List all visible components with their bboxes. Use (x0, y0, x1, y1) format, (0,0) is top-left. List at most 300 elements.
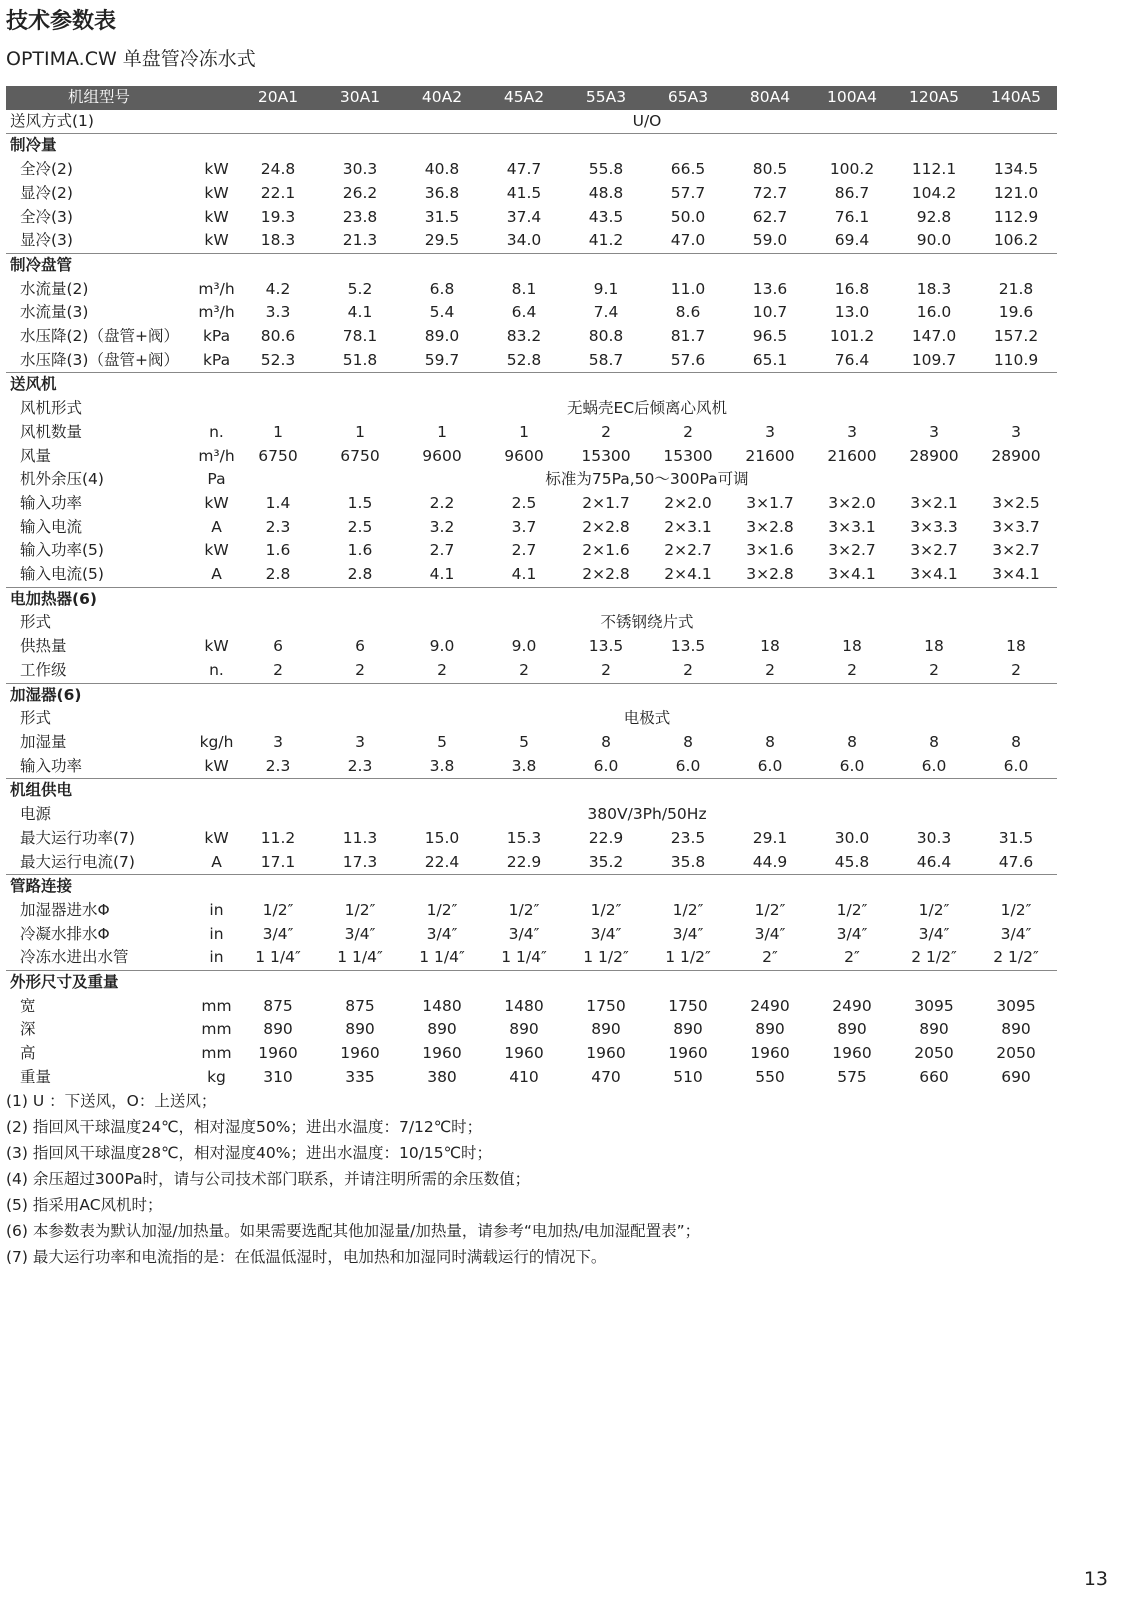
table-cell: 2×1.6 (582, 541, 630, 560)
table-cell: 890 (591, 1020, 621, 1039)
table-cell: 1960 (422, 1044, 462, 1063)
table-cell: 58.7 (588, 350, 624, 369)
table-cell: 2×3.1 (664, 517, 712, 536)
table-cell: 30.3 (916, 828, 952, 847)
row-unit: kPa (202, 327, 231, 346)
supply-mode-unit (196, 110, 237, 134)
table-cell: 3/4″ (918, 924, 950, 943)
table-cell: 112.9 (993, 207, 1039, 226)
table-cell: 6.0 (1003, 756, 1029, 775)
table-cell: 43.5 (588, 207, 624, 226)
table-cell: 3×2.5 (992, 493, 1040, 512)
table-cell: 80.8 (588, 327, 624, 346)
section-title: 制冷量 (6, 134, 1057, 158)
table-cell: 550 (755, 1067, 785, 1086)
table-cell: 875 (263, 996, 293, 1015)
table-cell: 9600 (422, 446, 462, 465)
table-cell: 6750 (258, 446, 298, 465)
table-cell: 104.2 (911, 183, 957, 202)
row-label: 宽 (20, 996, 36, 1015)
table-row (6, 301, 1057, 325)
table-cell: 890 (1001, 1020, 1031, 1039)
table-cell: 2×2.7 (664, 541, 712, 560)
table-cell: 9.0 (511, 637, 537, 656)
table-cell: 147.0 (911, 327, 957, 346)
table-cell: 1960 (750, 1044, 790, 1063)
table-cell: 121.0 (993, 183, 1039, 202)
table-cell: 31.5 (998, 828, 1034, 847)
table-cell: 3 (1011, 422, 1021, 441)
table-cell: 4.2 (265, 279, 291, 298)
section-header-row (6, 587, 1057, 611)
table-cell: 8 (683, 732, 693, 751)
table-cell: 10.7 (752, 303, 788, 322)
supply-mode-label: 送风方式(1) (10, 111, 94, 130)
table-cell: 51.8 (342, 350, 378, 369)
unit-header (196, 86, 237, 110)
row-label: 风机形式 (20, 399, 83, 418)
table-cell: 9.0 (429, 637, 455, 656)
row-unit: n. (209, 660, 224, 679)
table-cell: 7.4 (593, 303, 619, 322)
table-cell: 29.5 (424, 231, 460, 250)
row-label: 重量 (20, 1067, 52, 1086)
table-cell: 1480 (504, 996, 544, 1015)
row-label: 供热量 (20, 637, 67, 656)
table-cell: 3/4″ (754, 924, 786, 943)
table-cell: 78.1 (342, 327, 378, 346)
table-cell: 8 (601, 732, 611, 751)
table-cell: 48.8 (588, 183, 624, 202)
table-cell: 100.2 (829, 160, 875, 179)
section-title: 电加热器(6) (6, 587, 1057, 611)
section-title: 送风机 (6, 373, 1057, 397)
table-cell: 18 (842, 637, 862, 656)
row-label: 最大运行电流(7) (20, 852, 135, 871)
table-cell: 40.8 (424, 160, 460, 179)
row-label: 风量 (20, 446, 52, 465)
table-cell: 3×3.3 (910, 517, 958, 536)
section-header-row (6, 683, 1057, 707)
table-cell: 1960 (504, 1044, 544, 1063)
model-header-label: 机组型号 (6, 86, 196, 110)
table-cell: 2.5 (511, 493, 537, 512)
row-span-value: 无蜗壳EC后倾离心风机 (566, 399, 728, 418)
table-cell: 5.2 (347, 279, 373, 298)
row-label: 风机数量 (20, 422, 83, 441)
table-cell: 2 1/2″ (911, 948, 957, 967)
table-cell: 3.2 (429, 517, 455, 536)
table-cell: 5 (519, 732, 529, 751)
row-unit: A (211, 517, 222, 536)
table-cell: 2.2 (429, 493, 455, 512)
table-cell: 57.7 (670, 183, 706, 202)
table-cell: 4.1 (347, 303, 373, 322)
table-cell: 890 (837, 1020, 867, 1039)
table-cell: 2.3 (347, 756, 373, 775)
table-row (6, 539, 1057, 563)
table-cell: 1 (437, 422, 447, 441)
table-row (6, 1066, 1057, 1090)
table-cell: 28900 (909, 446, 959, 465)
table-row (6, 827, 1057, 851)
table-row (6, 278, 1057, 302)
table-cell: 47.7 (506, 160, 542, 179)
table-cell: 3095 (914, 996, 954, 1015)
table-row (6, 1018, 1057, 1042)
table-cell: 575 (837, 1067, 867, 1086)
table-cell: 15.0 (424, 828, 460, 847)
table-cell: 3.3 (265, 303, 291, 322)
row-span-value: 380V/3Ph/50Hz (587, 805, 707, 824)
table-cell: 18 (760, 637, 780, 656)
table-cell: 890 (673, 1020, 703, 1039)
row-label: 输入功率 (20, 756, 83, 775)
model-header-cell: 120A5 (893, 86, 975, 110)
row-label: 冷冻水进出水管 (20, 948, 129, 967)
table-cell: 72.7 (752, 183, 788, 202)
table-cell: 3×2.7 (992, 541, 1040, 560)
table-cell: 22.1 (260, 183, 296, 202)
table-cell: 1 1/4″ (337, 948, 383, 967)
row-unit: kW (204, 828, 229, 847)
table-cell: 21600 (827, 446, 877, 465)
table-cell: 3×1.6 (746, 541, 794, 560)
row-unit: in (209, 924, 224, 943)
table-row (6, 397, 1057, 421)
page-subtitle: OPTIMA.CW 单盘管冷冻水式 (6, 48, 256, 70)
table-cell: 410 (509, 1067, 539, 1086)
section-title: 机组供电 (6, 779, 1057, 803)
row-unit: A (211, 852, 222, 871)
row-unit: in (209, 948, 224, 967)
table-cell: 1 1/4″ (419, 948, 465, 967)
table-cell: 6.4 (511, 303, 537, 322)
table-cell: 11.3 (342, 828, 378, 847)
row-unit: mm (201, 1044, 232, 1063)
table-cell: 3×2.7 (828, 541, 876, 560)
table-cell: 2″ (844, 948, 860, 967)
table-cell: 30.0 (834, 828, 870, 847)
table-row (6, 325, 1057, 349)
table-cell: 6.0 (675, 756, 701, 775)
table-cell: 106.2 (993, 231, 1039, 250)
table-cell: 13.5 (670, 637, 706, 656)
section-title: 外形尺寸及重量 (6, 971, 1057, 995)
table-cell: 21600 (745, 446, 795, 465)
row-unit: mm (201, 996, 232, 1015)
row-unit: kW (204, 541, 229, 560)
table-cell: 1.4 (265, 493, 291, 512)
row-label: 高 (20, 1044, 36, 1063)
table-cell: 13.5 (588, 637, 624, 656)
model-header-cell: 30A1 (319, 86, 401, 110)
row-label: 冷凝水排水Φ (20, 924, 110, 943)
table-cell: 3×2.7 (910, 541, 958, 560)
table-cell: 22.4 (424, 852, 460, 871)
table-cell: 8 (847, 732, 857, 751)
table-cell: 86.7 (834, 183, 870, 202)
row-label: 电源 (20, 805, 52, 824)
model-header-cell: 55A3 (565, 86, 647, 110)
model-header-cell: 40A2 (401, 86, 483, 110)
table-cell: 2.7 (429, 541, 455, 560)
table-cell: 18 (1006, 637, 1026, 656)
table-cell: 1.6 (347, 541, 373, 560)
table-cell: 35.8 (670, 852, 706, 871)
row-label: 机外余压(4) (20, 470, 104, 489)
table-cell: 510 (673, 1067, 703, 1086)
table-cell: 1480 (422, 996, 462, 1015)
table-cell: 8 (1011, 732, 1021, 751)
table-cell: 11.0 (670, 279, 706, 298)
table-row (6, 182, 1057, 206)
row-unit: kg (207, 1067, 226, 1086)
supply-mode-value: U/O (632, 111, 662, 130)
table-cell: 3/4″ (590, 924, 622, 943)
table-cell: 1750 (586, 996, 626, 1015)
table-cell: 15300 (663, 446, 713, 465)
table-cell: 101.2 (829, 327, 875, 346)
footnote: (1) U ：下送风，O：上送风； (6, 1092, 217, 1110)
table-cell: 1/2″ (344, 900, 376, 919)
table-row (6, 1042, 1057, 1066)
table-row (6, 445, 1057, 469)
table-cell: 3 (847, 422, 857, 441)
table-cell: 1 1/2″ (665, 948, 711, 967)
table-cell: 6.8 (429, 279, 455, 298)
table-cell: 3 (355, 732, 365, 751)
row-span-value: 标准为75Pa,50～300Pa可调 (545, 470, 749, 489)
table-cell: 41.5 (506, 183, 542, 202)
table-cell: 3×2.0 (828, 493, 876, 512)
table-row (6, 731, 1057, 755)
row-unit (196, 611, 237, 635)
table-cell: 157.2 (993, 327, 1039, 346)
table-cell: 18.3 (260, 231, 296, 250)
table-cell: 35.2 (588, 852, 624, 871)
table-cell: 1960 (832, 1044, 872, 1063)
table-cell: 2 (601, 660, 611, 679)
table-cell: 44.9 (752, 852, 788, 871)
table-cell: 660 (919, 1067, 949, 1086)
table-cell: 690 (1001, 1067, 1031, 1086)
row-unit (196, 707, 237, 731)
table-row (6, 563, 1057, 587)
table-cell: 2 (765, 660, 775, 679)
table-row (6, 803, 1057, 827)
table-cell: 8 (929, 732, 939, 751)
table-cell: 2490 (750, 996, 790, 1015)
table-cell: 3.8 (429, 756, 455, 775)
table-cell: 2×2.0 (664, 493, 712, 512)
row-label: 显冷(3) (20, 231, 73, 250)
table-cell: 29.1 (752, 828, 788, 847)
table-cell: 2.7 (511, 541, 537, 560)
row-unit: kPa (202, 350, 231, 369)
section-title: 管路连接 (6, 875, 1057, 899)
table-cell: 470 (591, 1067, 621, 1086)
table-cell: 23.5 (670, 828, 706, 847)
row-label: 全冷(2) (20, 160, 73, 179)
table-cell: 1/2″ (426, 900, 458, 919)
table-cell: 890 (509, 1020, 539, 1039)
table-cell: 335 (345, 1067, 375, 1086)
spec-table (6, 86, 1057, 1090)
table-cell: 3×4.1 (910, 565, 958, 584)
row-unit: mm (201, 1020, 232, 1039)
footnote: (3) 指回风干球温度28℃，相对湿度40%；进出水温度：10/15℃时； (6, 1144, 493, 1162)
table-row (6, 206, 1057, 230)
table-row (6, 755, 1057, 779)
row-label: 输入电流 (20, 517, 83, 536)
row-span-value: 电极式 (623, 709, 671, 728)
model-header-cell: 45A2 (483, 86, 565, 110)
table-cell: 3×4.1 (992, 565, 1040, 584)
table-row (6, 899, 1057, 923)
table-cell: 15.3 (506, 828, 542, 847)
table-cell: 3×2.1 (910, 493, 958, 512)
table-cell: 59.7 (424, 350, 460, 369)
table-row (6, 707, 1057, 731)
row-label: 输入功率(5) (20, 541, 104, 560)
table-cell: 3×3.1 (828, 517, 876, 536)
table-cell: 3/4″ (672, 924, 704, 943)
row-label: 加湿器进水Φ (20, 900, 110, 919)
table-cell: 3 (273, 732, 283, 751)
table-cell: 3 (929, 422, 939, 441)
table-cell: 2490 (832, 996, 872, 1015)
table-cell: 2 (601, 422, 611, 441)
table-cell: 18.3 (916, 279, 952, 298)
table-cell: 4.1 (429, 565, 455, 584)
table-cell: 890 (263, 1020, 293, 1039)
table-cell: 3×4.1 (828, 565, 876, 584)
table-cell: 1.6 (265, 541, 291, 560)
table-cell: 13.6 (752, 279, 788, 298)
table-cell: 3.7 (511, 517, 537, 536)
table-cell: 4.1 (511, 565, 537, 584)
table-cell: 6750 (340, 446, 380, 465)
table-row (6, 492, 1057, 516)
model-header-row (6, 86, 1057, 110)
table-cell: 65.1 (752, 350, 788, 369)
table-cell: 1/2″ (672, 900, 704, 919)
row-label: 深 (20, 1020, 36, 1039)
table-row (6, 349, 1057, 373)
table-cell: 80.6 (260, 327, 296, 346)
row-unit: kW (204, 207, 229, 226)
table-cell: 16.8 (834, 279, 870, 298)
table-cell: 36.8 (424, 183, 460, 202)
row-label: 工作级 (20, 660, 67, 679)
table-cell: 2.3 (265, 517, 291, 536)
table-row (6, 923, 1057, 947)
table-cell: 890 (755, 1020, 785, 1039)
table-cell: 3/4″ (1000, 924, 1032, 943)
table-cell: 76.1 (834, 207, 870, 226)
row-unit: kW (204, 756, 229, 775)
table-cell: 22.9 (588, 828, 624, 847)
table-cell: 81.7 (670, 327, 706, 346)
table-row (6, 229, 1057, 253)
row-label: 输入电流(5) (20, 565, 104, 584)
section-header-row (6, 971, 1057, 995)
row-unit: kW (204, 231, 229, 250)
row-label: 形式 (20, 613, 52, 632)
table-cell: 52.8 (506, 350, 542, 369)
table-row (6, 946, 1057, 970)
table-cell: 2 (1011, 660, 1021, 679)
table-cell: 875 (345, 996, 375, 1015)
table-cell: 2 (519, 660, 529, 679)
row-label: 全冷(3) (20, 207, 73, 226)
table-cell: 2×4.1 (664, 565, 712, 584)
model-header-cell: 140A5 (975, 86, 1057, 110)
table-cell: 3/4″ (836, 924, 868, 943)
table-cell: 1 (355, 422, 365, 441)
table-cell: 24.8 (260, 160, 296, 179)
table-row (6, 659, 1057, 683)
table-cell: 9600 (504, 446, 544, 465)
table-cell: 76.4 (834, 350, 870, 369)
footnote: (5) 指采用AC风机时； (6, 1196, 163, 1214)
table-cell: 21.3 (342, 231, 378, 250)
table-cell: 890 (919, 1020, 949, 1039)
table-cell: 80.5 (752, 160, 788, 179)
table-cell: 2″ (762, 948, 778, 967)
section-header-row (6, 875, 1057, 899)
table-cell: 19.6 (998, 303, 1034, 322)
table-cell: 3095 (996, 996, 1036, 1015)
row-unit: m³/h (198, 303, 235, 322)
footnotes (6, 1088, 700, 1270)
table-cell: 2 (683, 660, 693, 679)
table-cell: 890 (427, 1020, 457, 1039)
table-cell: 57.6 (670, 350, 706, 369)
table-cell: 11.2 (260, 828, 296, 847)
table-cell: 1 (519, 422, 529, 441)
table-cell: 30.3 (342, 160, 378, 179)
section-header-row (6, 134, 1057, 158)
table-cell: 41.2 (588, 231, 624, 250)
page-number: 13 (1083, 1568, 1108, 1590)
row-unit: m³/h (198, 279, 235, 298)
table-cell: 110.9 (993, 350, 1039, 369)
row-unit: n. (209, 422, 224, 441)
table-cell: 59.0 (752, 231, 788, 250)
table-cell: 1.5 (347, 493, 373, 512)
table-cell: 1960 (586, 1044, 626, 1063)
table-cell: 2050 (996, 1044, 1036, 1063)
row-label: 形式 (20, 709, 52, 728)
table-cell: 2.8 (265, 565, 291, 584)
section-title: 加湿器(6) (6, 683, 1057, 707)
table-cell: 1960 (258, 1044, 298, 1063)
table-cell: 34.0 (506, 231, 542, 250)
table-cell: 3×1.7 (746, 493, 794, 512)
table-cell: 69.4 (834, 231, 870, 250)
table-row (6, 158, 1057, 182)
table-cell: 380 (427, 1067, 457, 1086)
table-cell: 3/4″ (508, 924, 540, 943)
row-label: 加湿量 (20, 732, 67, 751)
row-unit: Pa (207, 470, 226, 489)
table-cell: 6 (355, 637, 365, 656)
table-cell: 2.8 (347, 565, 373, 584)
row-label: 显冷(2) (20, 183, 73, 202)
section-header-row (6, 779, 1057, 803)
